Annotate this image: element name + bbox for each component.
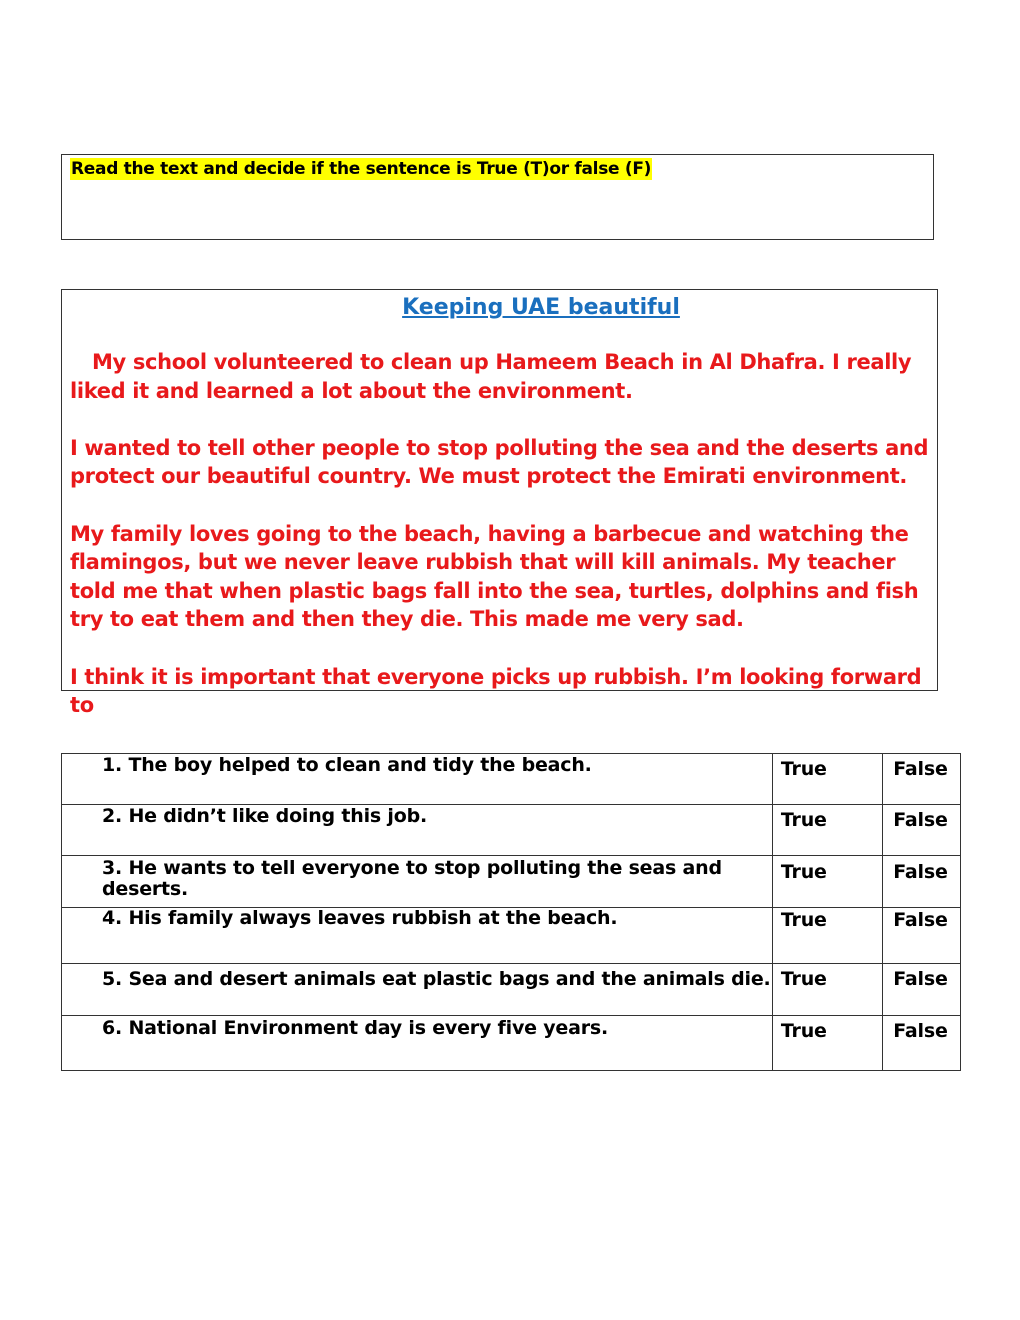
instruction-text: Read the text and decide if the sentence is True (T)or false (F) — [71, 159, 652, 179]
true-option[interactable]: True — [772, 908, 882, 964]
question-row — [62, 964, 961, 1016]
instruction-box — [61, 154, 934, 240]
false-option[interactable]: False — [883, 805, 961, 856]
false-option[interactable]: False — [883, 1016, 961, 1071]
reading-title: Keeping UAE beautiful — [402, 295, 680, 320]
question-row — [62, 1016, 961, 1071]
reading-passage-box — [61, 289, 938, 718]
question-statement: 1. The boy helped to clean and tidy the beach. — [62, 754, 773, 805]
true-option[interactable]: True — [772, 754, 882, 805]
true-option[interactable]: True — [772, 856, 882, 908]
false-option[interactable]: False — [883, 754, 961, 805]
question-statement: 6. National Environment day is every five years. — [62, 1016, 773, 1071]
reading-paragraph-1: My school volunteered to clean up Hameem Beach in Al Dhafra. I really liked it and learned a lot about the environment. — [70, 350, 912, 403]
true-option[interactable]: True — [772, 1016, 882, 1071]
question-statement: 3. He wants to tell everyone to stop polluting the seas and deserts. — [62, 856, 773, 908]
reading-paragraph-2: I wanted to tell other people to stop polluting the sea and the deserts and protect our beautiful country. We must protect the Emirati environment. — [70, 435, 929, 489]
true-false-table — [61, 753, 961, 1071]
question-row — [62, 754, 961, 805]
false-option[interactable]: False — [883, 964, 961, 1016]
question-statement: 2. He didn’t like doing this job. — [62, 805, 773, 856]
question-row — [62, 856, 961, 908]
reading-paragraph-4: I think it is important that everyone picks up rubbish. I’m looking forward to — [70, 664, 922, 718]
question-statement: 4. His family always leaves rubbish at the beach. — [62, 908, 773, 964]
question-statement: 5. Sea and desert animals eat plastic bags and the animals die. — [62, 964, 773, 1016]
true-option[interactable]: True — [772, 964, 882, 1016]
question-row — [62, 805, 961, 856]
reading-text — [70, 348, 930, 748]
reading-paragraph-3: My family loves going to the beach, having a barbecue and watching the flamingos, but we never leave rubbish that will kill animals. My teacher told me that when plastic bags fall into the sea, turtles, dolphins and fish try to eat them and then they die. This made me very sad. — [70, 521, 919, 632]
true-option[interactable]: True — [772, 805, 882, 856]
false-option[interactable]: False — [883, 856, 961, 908]
question-row — [62, 908, 961, 964]
false-option[interactable]: False — [883, 908, 961, 964]
